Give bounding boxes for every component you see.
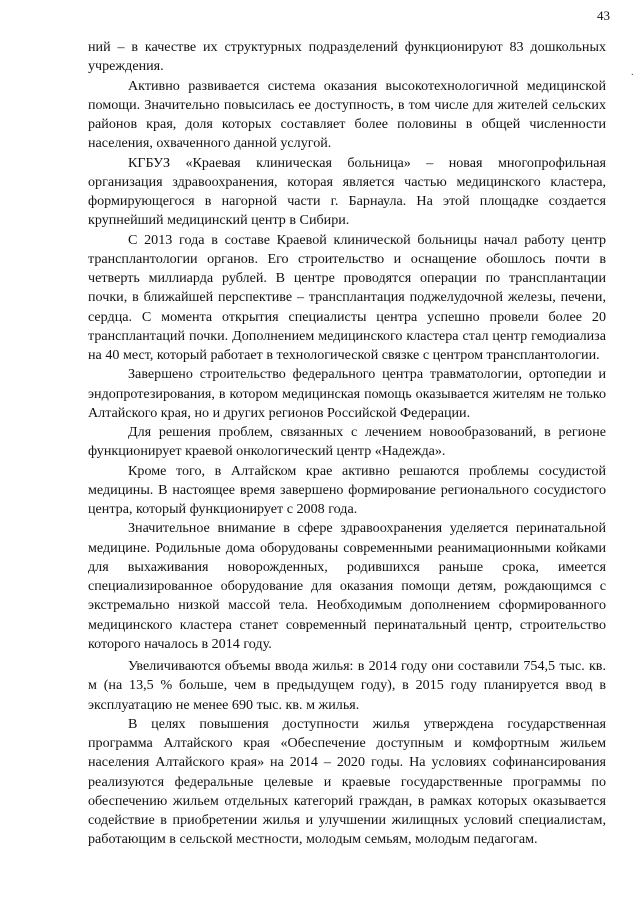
paragraph-transplant-center: С 2013 года в составе Краевой клинической больницы начал работу центр трансплантологии органов. Его строительство и оснащение обошлось почти в четверть миллиарда рублей. В центре проводятся операции по трансплантации почки, в ближайшей перспективе – трансплантация поджелудочной железы, печени, сердца. С момента открытия специалисты центра успешно провели более 20 трансплантаций почки. Дополнением медицинского кластера стал центр гемодиализа на 40 мест, который работает в технологической связке с центром трансплантологии. bbox=[88, 231, 606, 363]
paragraph-perinatal-medicine: Значительное внимание в сфере здравоохранения уделяется перинатальной медицине. Родильные дома оборудованы современными реанимационными койками для выхаживания новорожденных, родившихся раньше срока, имеется специализированное оборудование для оказания помощи детям, рождающимся с экстремально низкой массой тела. Необходимым дополнением сформированного медицинского кластера станет современный перинатальный центр, строительство которого началось в 2014 году. bbox=[88, 520, 606, 652]
page-number: 43 bbox=[597, 8, 610, 23]
paragraph-vascular-center: Кроме того, в Алтайском крае активно решаются проблемы сосудистой медицины. В настоящее время завершено формирование регионального сосудистого центра, который функционирует с 2008 года. bbox=[88, 462, 606, 517]
margin-mark: · bbox=[630, 70, 634, 81]
paragraph-regional-hospital: КГБУЗ «Краевая клиническая больница» – новая многопрофильная организация здравоохранения, которая является частью медицинского кластера, формирующегося в нагорной части г. Барнаула. На этой площадке создается крупнейший медицинский центр в Сибири. bbox=[88, 154, 606, 229]
paragraph-continuation: ний – в качестве их структурных подразделений функционируют 83 дошкольных учреждения. bbox=[88, 39, 606, 75]
paragraph-high-tech-care: Активно развивается система оказания высокотехнологичной медицинской помощи. Значительно повысилась ее доступность, в том числе для жителей сельских районов края, доля которых составляет более половины в общей численности населения, охваченного данной услугой. bbox=[88, 77, 606, 152]
paragraph-housing-volume: Увеличиваются объемы ввода жилья: в 2014 году они составили 754,5 тыс. кв. м (на 13,5 % больше, чем в предыдущем году), в 2015 году планируется ввод в эксплуатацию не менее 690 тыс. кв. м жилья. bbox=[88, 658, 606, 713]
paragraph-housing-program: В целях повышения доступности жилья утверждена государственная программа Алтайского края «Обеспечение доступным и комфортным жильем населения Алтайского края» на 2014 – 2020 годы. На условиях софинансирования реализуются федеральные целевые и краевые государственные программы по обеспечению жильем отдельных категорий граждан, в рамках которых оказывается содействие в приобретении жилья и улучшении жилищных условий специалистам, работающим в сельской местности, молодым семьям, молодым педагогам. bbox=[88, 715, 606, 848]
body-text bbox=[88, 38, 606, 850]
paragraph-traumatology-center: Завершено строительство федерального центра травматологии, ортопедии и эндопротезирования, в котором медицинская помощь оказывается жителям не только Алтайского края, но и других регионов Российской Федерации. bbox=[88, 366, 606, 421]
paragraph-oncology-center: Для решения проблем, связанных с лечением новообразований, в регионе функционирует краевой онкологический центр «Надежда». bbox=[88, 424, 606, 460]
